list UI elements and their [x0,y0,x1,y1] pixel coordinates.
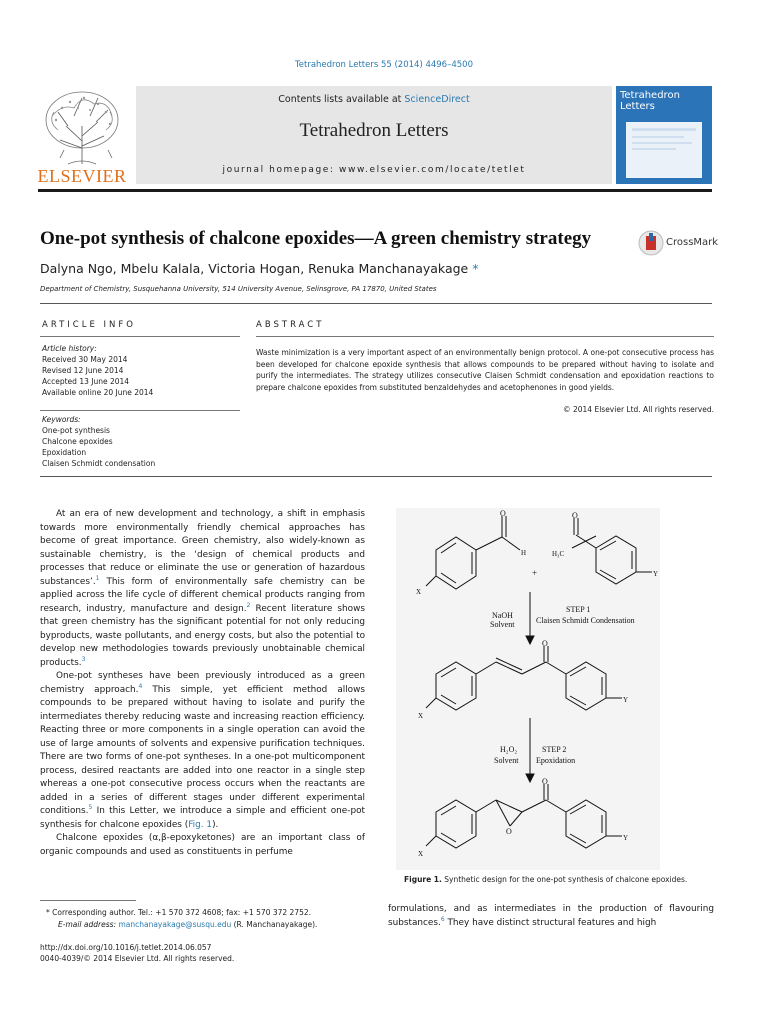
history-label: Article history: [42,344,97,353]
ref-3[interactable]: 3 [81,655,86,663]
plus-sign: + [532,568,538,578]
corresponding-author-mark[interactable]: * [472,261,479,276]
article-title: One-pot synthesis of chalcone epoxides—A green chemistry strategy [40,228,592,249]
history-received: Received 30 May 2014 [42,355,128,364]
label-O: O [572,511,578,520]
ref-4[interactable]: 4 [138,682,143,690]
journal-cover-image [616,86,712,184]
history-revised: Revised 12 June 2014 [42,366,124,375]
step1-title: STEP 1 [566,605,591,614]
footnote-rule [40,900,136,901]
ref-2[interactable]: 2 [246,601,251,609]
paragraph-intro: At an era of new development and technology, a shift in emphasis towards more environmentally friendly chemical approaches has become of great importance. Green chemistry, also widely-known as sustainable chemistry, is the ‘design of chemical products and processes that reduce or eliminate the use or generation of hazardous substances’.$^1$ This form of environmentally safe chemistry can be applied across the life cycle of different chemical products ranging from research, industry, manufacture and design.$^2$ Recent literature shows that green chemistry has the significant potential for not only reducing byproducts, waste pollutants, and energy costs, but also the potential to develop new methodologies towards previously unobtainable chemical products.$^3$ [40,509,365,668]
label-O: O [506,827,512,836]
contents-prefix: Contents lists available at [278,94,405,105]
paragraph-chalcone: Chalcone epoxides (α,β-epoxyketones) are an important class of organic compounds and used as constituents in perfume [40,833,365,857]
arrow-head-2 [526,774,534,782]
step1-reagent-naoh: NaOH [492,611,513,620]
header-divider [38,189,712,192]
abstract-copyright: © 2014 Elsevier Ltd. All rights reserved. [563,405,714,414]
step2-name: Epoxidation [536,756,576,765]
chalcone-epoxide-structure [426,784,622,848]
acetophenone-structure [572,518,652,584]
keywords-label: Keywords: [42,415,81,424]
email-note [58,919,388,930]
keyword-item: Epoxidation [42,448,87,457]
step1-name: Claisen Schmidt Condensation [536,616,635,625]
keyword-item: Chalcone epoxides [42,437,113,446]
figure-caption-label: Figure 1. [404,875,442,884]
label-X: X [416,588,422,596]
benzaldehyde-structure [426,516,520,589]
keyword-item: Claisen Schmidt condensation [42,459,156,468]
step2-reagent-h2o2: H₂O₂ [500,745,518,754]
abstract-text: Waste minimization is a very important aspect of an environmentally benign protocol. A one-pot consecutive process has been developed for chalcone epoxide synthesis that allows compounds to be prepared without having to isolate and purify the intermediates. The strategy utilizes consecutive Claisen Schmidt condensation and epoxidation reactions to prepare chalcone epoxides from substituted benzaldehydes and acetophenones in good yields. [256,348,714,392]
figure-caption-text: Synthetic design for the one-pot synthesis of chalcone epoxides. [441,875,688,884]
figure-1-caption [404,875,714,884]
abstract-divider [40,476,712,477]
paragraph-one-pot: One-pot syntheses have been previously introduced as a green chemistry approach.$^4$ This simple, yet efficient method allows compounds to be prepared without having to isolate and purify the intermediates thereby reducing waste and increasing reaction efficiency. Reacting three or more components in a single operation can avoid the use of large amounts of solvents and expensive purification techniques. There are two forms of one-pot syntheses. In a one-pot multicomponent process, desired reactants are added into one reactor in a single step whereas a one-pot consecutive process occurs when the reactants are added in a series of different stages under different experimental conditions.$^5$ In this Letter, we introduce a simple and efficient one-pot synthesis for chalcone epoxides (Fig. 1). [40,671,365,830]
figure-1-scheme [396,508,660,870]
cover-art-icon [616,116,712,184]
author-list [40,261,478,276]
email-link[interactable]: manchanayakage@susqu.edu [118,920,232,929]
arrow-head-1 [526,636,534,644]
ref-1[interactable]: 1 [95,574,100,582]
sciencedirect-link[interactable]: ScienceDirect [404,94,470,105]
history-accepted: Accepted 13 June 2014 [42,377,130,386]
journal-homepage[interactable]: journal homepage: www.elsevier.com/locate/tetlet [222,165,526,175]
contents-line [136,94,612,105]
journal-name: Tetrahedron Letters [299,120,449,141]
article-history [42,343,242,398]
ref-6[interactable]: 6 [440,915,445,923]
body-right-column: formulations, and as intermediates in the production of flavouring substances.$^6$ They have distinct structural features and high [388,904,714,928]
article-info-rule [40,336,240,337]
author-names: Dalyna Ngo, Mbelu Kalala, Victoria Hogan, Renuka Manchanayakage [40,261,469,276]
corresponding-author-note: * Corresponding author. Tel.: +1 570 372 4608; fax: +1 570 372 2752. [46,908,312,917]
label-O: O [542,777,548,786]
keywords [42,414,242,469]
step2-reagent-solvent: Solvent [494,756,519,765]
abstract-rule [256,336,714,337]
elsevier-logo-text: ELSEVIER [37,166,127,186]
label-H: H [521,549,527,557]
affiliation: Department of Chemistry, Susquehanna University, 514 University Avenue, Selinsgrove, PA 17870, United States [40,285,437,293]
label-X: X [418,850,424,858]
issn-line: 0040-4039/© 2014 Elsevier Ltd. All rights reserved. [40,954,235,963]
title-divider [40,303,712,304]
crossmark-label[interactable]: CrossMark [666,237,719,248]
keyword-item: One-pot synthesis [42,426,110,435]
label-Y: Y [653,570,659,578]
history-online: Available online 20 June 2014 [42,388,154,397]
label-H3C: H₃C [552,550,565,558]
step2-title: STEP 2 [542,745,567,754]
label-Y: Y [623,696,629,704]
abstract-heading: ABSTRACT [256,320,325,330]
email-suffix: (R. Manchanayakage). [231,920,318,929]
label-O: O [542,639,548,648]
label-Y: Y [623,834,629,842]
chalcone-structure [426,646,622,710]
step1-reagent-solvent: Solvent [490,620,515,629]
email-label: E-mail address: [58,920,119,929]
article-info-heading: ARTICLE INFO [42,320,136,330]
figure-1-link[interactable]: Fig. 1 [188,819,213,830]
history-rule [40,410,240,411]
ref-5[interactable]: 5 [88,804,93,812]
cover-title: Tetrahedron Letters [620,90,680,112]
label-X: X [418,712,424,720]
doi-link[interactable]: http://dx.doi.org/10.1016/j.tetlet.2014.06.057 [40,943,212,952]
label-O: O [500,509,506,518]
body-left-column [40,508,365,859]
journal-citation[interactable]: Tetrahedron Letters 55 (2014) 4496–4500 [295,60,473,70]
crossmark-icon[interactable] [638,229,664,257]
